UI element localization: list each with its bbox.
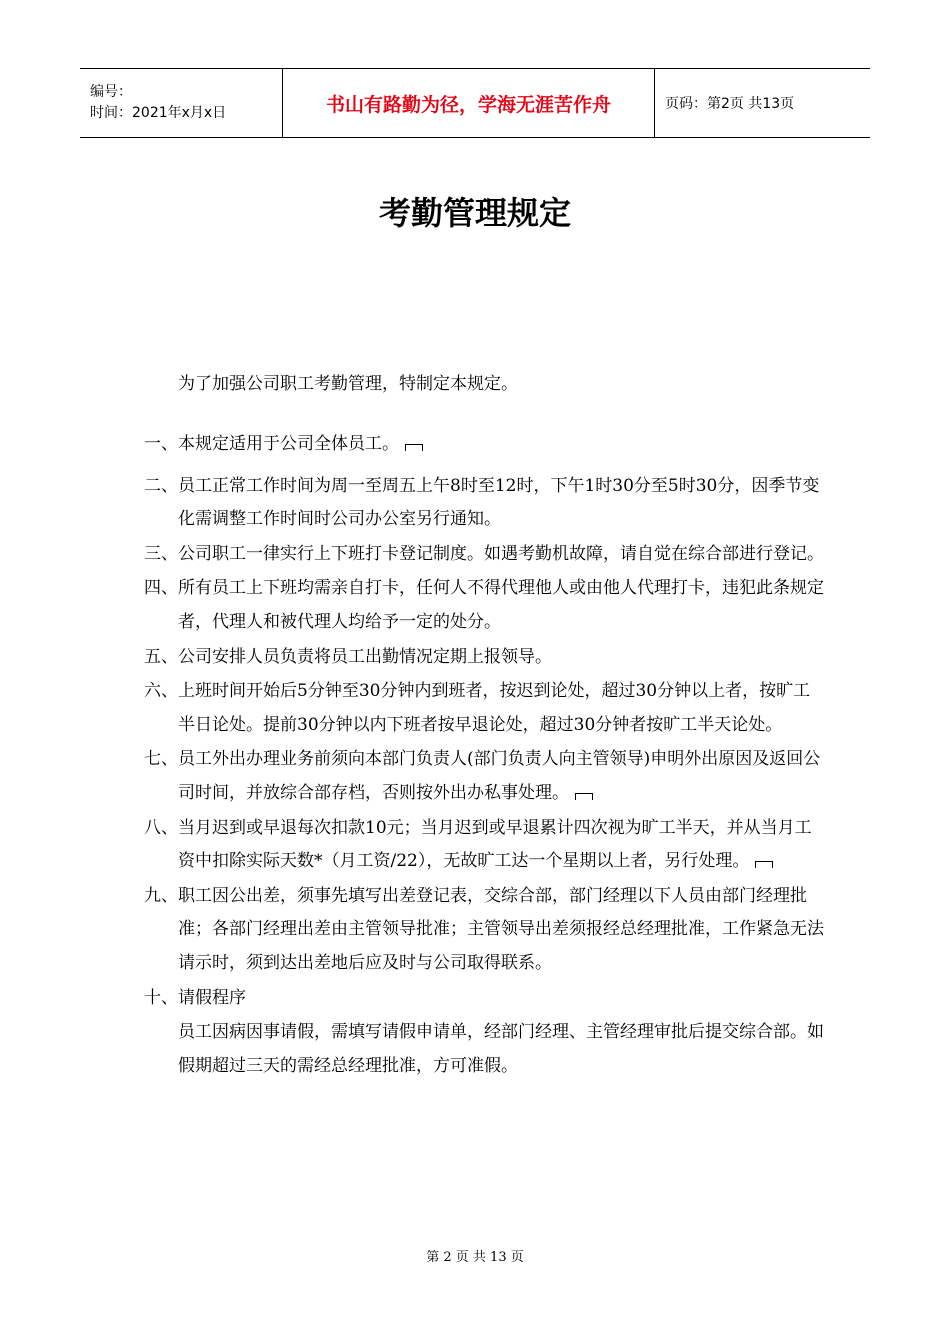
header-meta xyxy=(80,69,282,137)
paragraph-mark-icon xyxy=(575,793,593,800)
rule-number: 一、 xyxy=(144,434,178,454)
rule-number: 六、 xyxy=(144,681,178,702)
rule-text: 上班时间开始后5分钟至30分钟内到班者，按迟到论处，超过30分钟以上者，按旷工半日论处。提前30分钟以内下班者按早退论处，超过30分钟者按旷工半天论处。 xyxy=(178,681,811,735)
rule-text: 员工外出办理业务前须向本部门负责人(部门负责人向主管领导)申明外出原因及返回公司时间，并放综合部存档，否则按外出办私事处理。 xyxy=(178,749,821,803)
rule-item-9 xyxy=(144,880,824,981)
header-motto: 书山有路勤为径，学海无涯苦作舟 xyxy=(282,69,655,137)
rule-item-7 xyxy=(144,743,824,810)
rule-item-2 xyxy=(144,470,824,537)
rule-number: 八、 xyxy=(144,817,178,838)
rule-item-6 xyxy=(144,675,824,742)
time-label: 时间：2021年x月x日 xyxy=(90,105,227,121)
paragraph-mark-icon xyxy=(405,444,423,451)
intro-paragraph: 为了加强公司职工考勤管理，特制定本规定。 xyxy=(178,374,518,394)
leave-text: 员工因病因事请假，需填写请假申请单，经部门经理、主管经理审批后提交综合部。如假期超过三天的需经总经理批准，方可准假。 xyxy=(178,1022,824,1076)
paragraph-mark-icon xyxy=(755,861,773,868)
rule-number: 五、 xyxy=(144,646,178,667)
rule-number: 二、 xyxy=(144,475,178,496)
rule-text: 所有员工上下班均需亲自打卡，任何人不得代理他人或由他人代理打卡，违犯此条规定者，代理人和被代理人均给予一定的处分。 xyxy=(178,578,824,632)
rule-number: 七、 xyxy=(144,749,178,770)
document-title: 考勤管理规定 xyxy=(378,194,571,232)
rule-number: 三、 xyxy=(144,543,178,564)
rule-text: 本规定适用于公司全体员工。 xyxy=(178,434,399,454)
rule-item-4 xyxy=(144,572,824,639)
page-footer: 第 2 页 共 13 页 xyxy=(426,1250,524,1265)
rule-item-5 xyxy=(144,641,824,675)
rule-text: 公司职工一律实行上下班打卡登记制度。如遇考勤机故障，请自觉在综合部进行登记。 xyxy=(178,543,824,564)
number-label: 编号： xyxy=(90,84,132,100)
rule-item-3 xyxy=(144,538,824,572)
rule-number: 九、 xyxy=(144,885,178,906)
rule-number: 四、 xyxy=(144,578,178,599)
rule-number: 十、 xyxy=(144,987,178,1008)
rule-text: 请假程序 xyxy=(178,987,246,1008)
rule-item-10 xyxy=(144,982,824,1016)
rule-text: 当月迟到或早退每次扣款10元；当月迟到或早退累计四次视为旷工半天，并从当月工资中扣除实际天数*（月工资/22），无故旷工达一个星期以上者，另行处理。 xyxy=(178,817,812,872)
page-header xyxy=(80,68,870,138)
rule-text: 职工因公出差，须事先填写出差登记表，交综合部，部门经理以下人员由部门经理批准；各部门经理出差由主管领导批准；主管领导出差须报经总经理批准，工作紧急无法请示时，须到达出差地后应及时与公司取得联系。 xyxy=(178,885,824,973)
rule-item-8 xyxy=(144,812,824,879)
leave-procedure-text xyxy=(144,1016,824,1083)
rule-text: 公司安排人员负责将员工出勤情况定期上报领导。 xyxy=(178,646,552,667)
rule-text: 员工正常工作时间为周一至周五上午8时至12时，下午1时30分至5时30分，因季节变化需调整工作时间时公司办公室另行通知。 xyxy=(178,475,820,530)
header-page-info: 页码：第2页 共13页 xyxy=(665,96,795,112)
rule-item-1 xyxy=(144,428,824,462)
rules-list xyxy=(144,428,824,1084)
